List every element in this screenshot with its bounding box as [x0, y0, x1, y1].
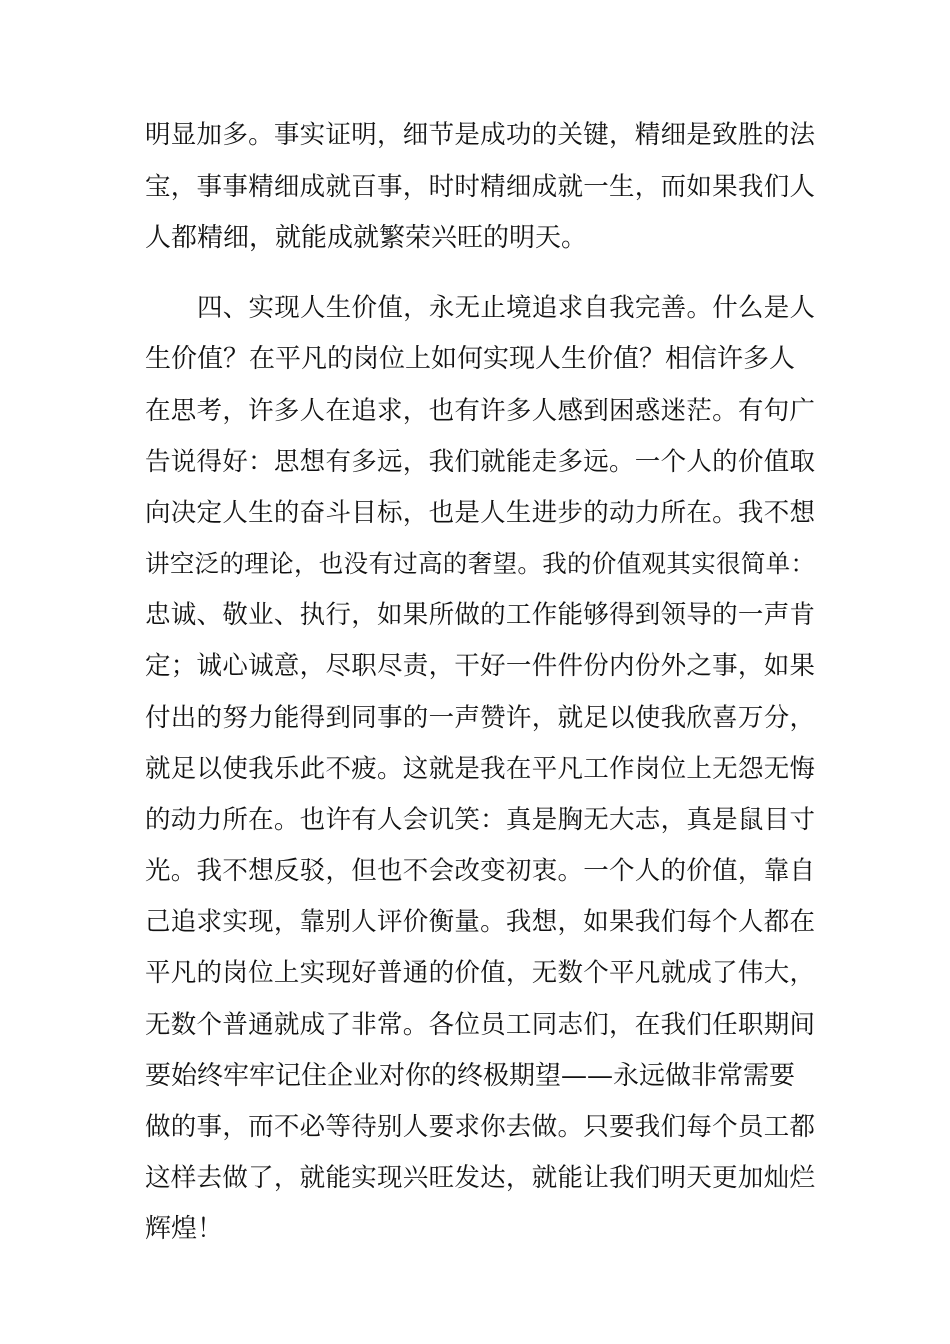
text-line: 明显加多。事实证明，细节是成功的关键，精细是致胜的法	[145, 120, 815, 150]
text-line: 生价值？在平凡的岗位上如何实现人生价值？相信许多人	[145, 344, 796, 374]
text-line: 向决定人生的奋斗目标，也是人生进步的动力所在。我不想	[145, 498, 815, 528]
text-line: 平凡的岗位上实现好普通的价值，无数个平凡就成了伟大，	[145, 958, 815, 988]
text-line: 的动力所在。也许有人会讥笑：真是胸无大志，真是鼠目寸	[145, 805, 815, 835]
text-line: 要始终牢牢记住企业对你的终极期望——永远做非常需要	[145, 1061, 796, 1091]
text-line: 四、实现人生价值，永无止境追求自我完善。什么是人	[197, 293, 815, 323]
text-line: 忠诚、敬业、执行，如果所做的工作能够得到领导的一声肯	[145, 600, 815, 630]
text-line: 辉煌！	[145, 1214, 224, 1244]
text-line: 宝，事事精细成就百事，时时精细成就一生，而如果我们人	[145, 172, 815, 202]
text-line: 己追求实现，靠别人评价衡量。我想，如果我们每个人都在	[145, 907, 815, 937]
text-line: 在思考，许多人在追求，也有许多人感到困惑迷茫。有句广	[145, 396, 815, 426]
text-line: 付出的努力能得到同事的一声赞许，就足以使我欣喜万分，	[145, 703, 815, 733]
text-line: 定；诚心诚意，尽职尽责，干好一件件份内份外之事，如果	[145, 651, 815, 681]
text-line: 就足以使我乐此不疲。这就是我在平凡工作岗位上无怨无悔	[145, 754, 815, 784]
text-line: 光。我不想反驳，但也不会改变初衷。一个人的价值，靠自	[145, 856, 815, 886]
text-line: 告说得好：思想有多远，我们就能走多远。一个人的价值取	[145, 447, 815, 477]
text-line: 无数个普通就成了非常。各位员工同志们，在我们任职期间	[145, 1010, 815, 1040]
text-line: 做的事，而不必等待别人要求你去做。只要我们每个员工都	[145, 1112, 815, 1142]
text-line: 这样去做了，就能实现兴旺发达，就能让我们明天更加灿烂	[145, 1163, 815, 1193]
text-line: 人都精细，就能成就繁荣兴旺的明天。	[145, 223, 588, 253]
text-line: 讲空泛的理论，也没有过高的奢望。我的价值观其实很简单：	[145, 549, 815, 578]
